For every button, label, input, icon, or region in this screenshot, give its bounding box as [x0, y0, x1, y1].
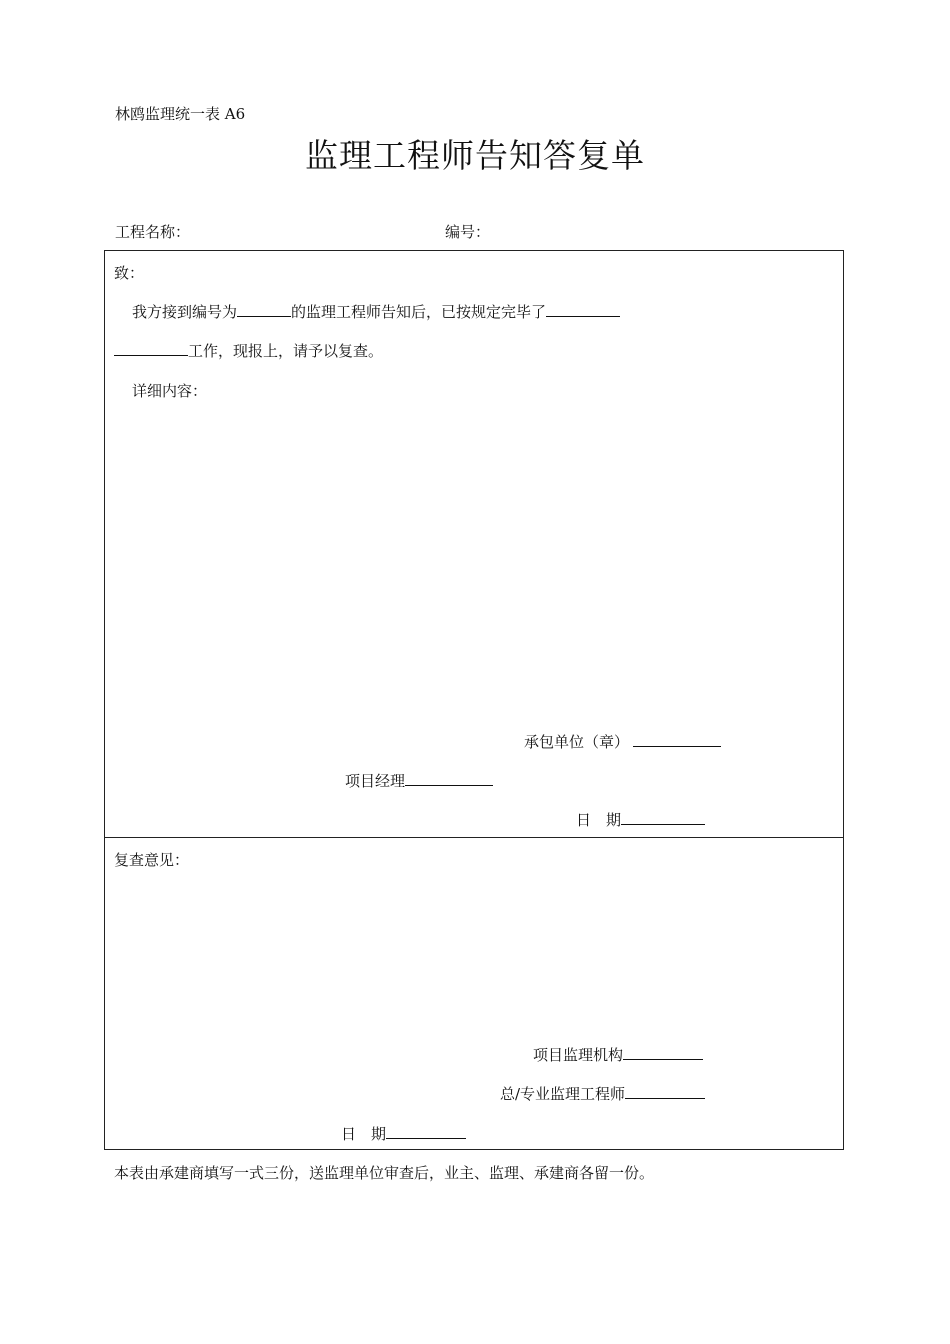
form-code: 林鸥监理统一表 A6	[115, 105, 246, 123]
project-manager-row	[345, 770, 493, 791]
number-label: 编号：	[445, 223, 491, 241]
statement-line-2	[114, 340, 383, 361]
statement-text-c: 工作，现报上，请予以复查。	[188, 342, 384, 360]
engineer-label: 总/专业监理工程师	[500, 1085, 626, 1103]
footnote: 本表由承建商填写一式三份，送监理单位审查后，业主、监理、承建商各留一份。	[114, 1164, 655, 1182]
notice-number-blank[interactable]	[237, 302, 291, 317]
date-blank-1[interactable]	[621, 810, 705, 825]
project-manager-blank[interactable]	[405, 771, 493, 786]
contractor-signature-row	[524, 731, 721, 752]
contractor-label: 承包单位（章）	[524, 733, 630, 751]
date-label-1: 日 期	[576, 811, 622, 829]
work-item-blank[interactable]	[114, 341, 188, 356]
supervision-org-blank[interactable]	[623, 1045, 703, 1060]
date-label-2: 日 期	[341, 1125, 387, 1143]
supervision-org-label: 项目监理机构	[533, 1046, 624, 1064]
completed-work-blank[interactable]	[546, 302, 620, 317]
date-row-2	[341, 1123, 466, 1144]
review-opinion-label: 复查意见：	[114, 851, 190, 869]
statement-text-b: 的监理工程师告知后，已按规定完毕了	[291, 303, 547, 321]
date-blank-2[interactable]	[386, 1124, 466, 1139]
statement-text-a: 我方接到编号为	[132, 303, 238, 321]
section-divider	[104, 837, 844, 838]
project-manager-label: 项目经理	[345, 772, 406, 790]
contractor-signature-blank[interactable]	[633, 732, 721, 747]
date-row-1	[576, 809, 705, 830]
project-name-label: 工程名称：	[115, 223, 191, 241]
detail-label: 详细内容：	[132, 382, 208, 400]
document-title: 监理工程师告知答复单	[305, 136, 645, 175]
engineer-blank[interactable]	[625, 1084, 705, 1099]
supervision-org-row	[533, 1044, 703, 1065]
statement-line-1	[132, 301, 620, 322]
engineer-row	[500, 1083, 705, 1104]
form-table	[104, 250, 844, 1150]
to-label: 致：	[114, 264, 145, 282]
